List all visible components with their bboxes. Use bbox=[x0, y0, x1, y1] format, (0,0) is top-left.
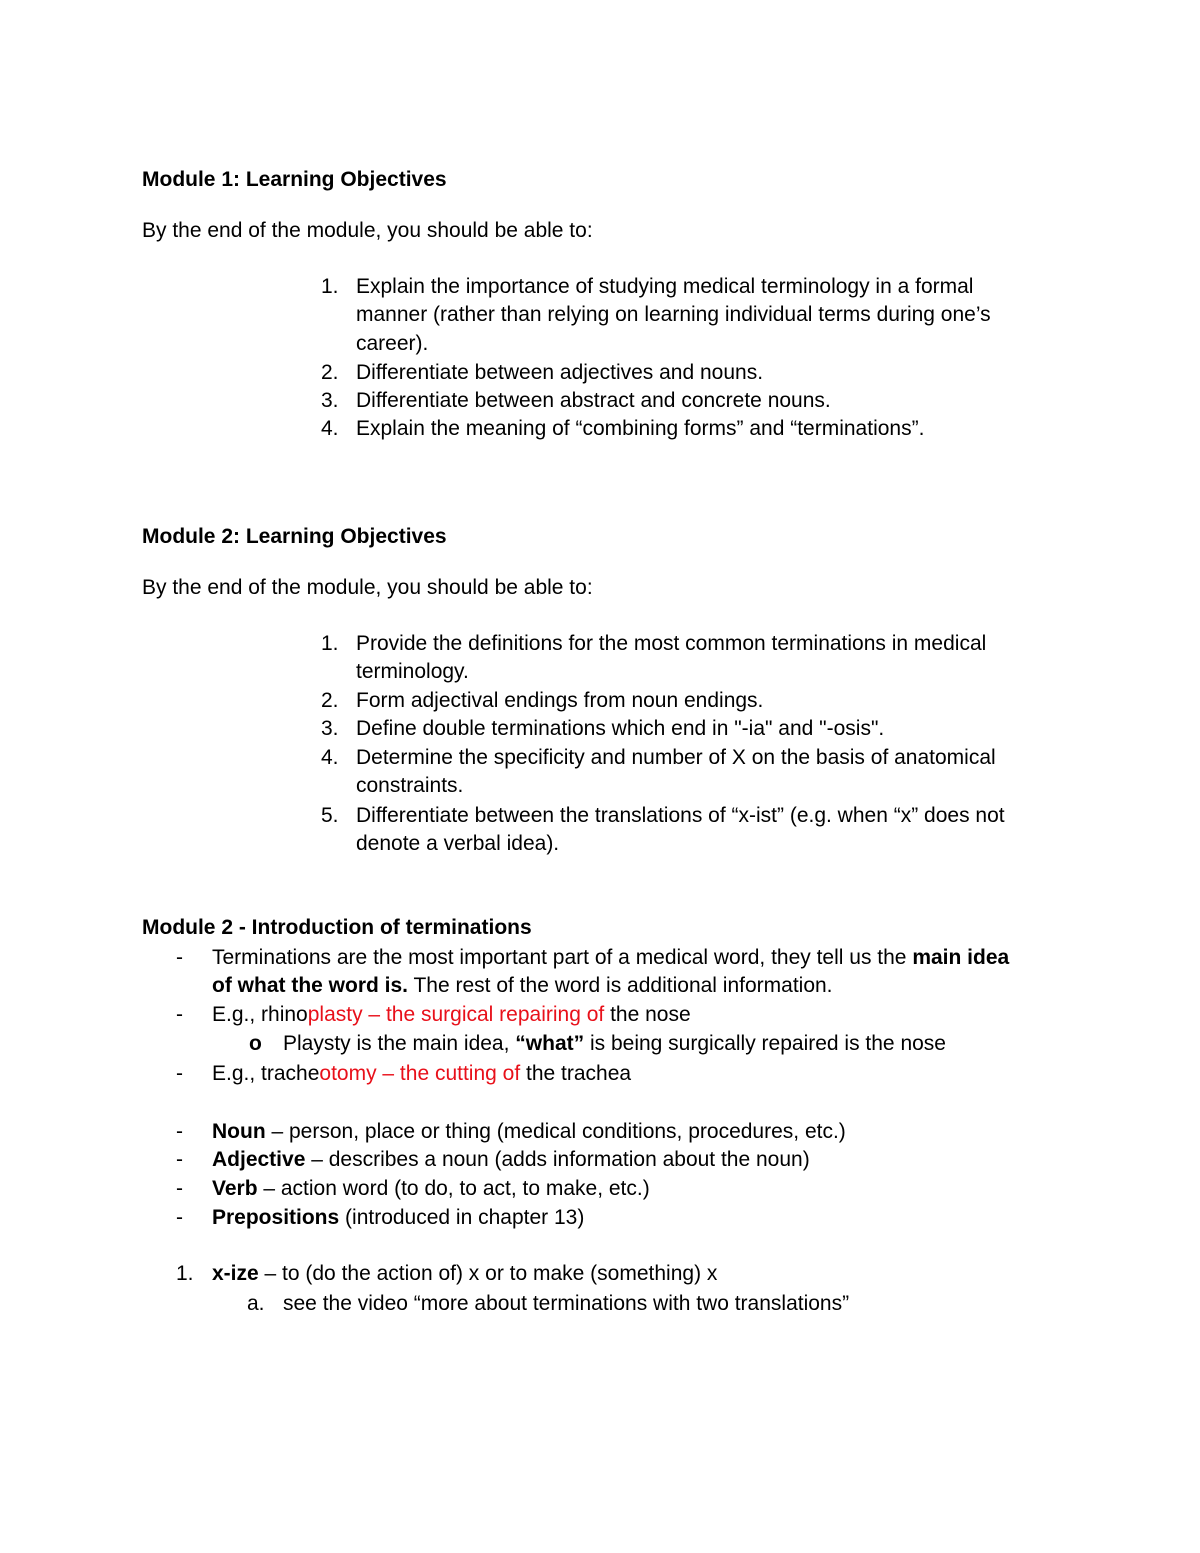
bullet-marker: - bbox=[176, 1120, 183, 1143]
bullet-marker: - bbox=[176, 1062, 183, 1085]
pos-desc: – describes a noun (adds information about the noun) bbox=[305, 1148, 810, 1171]
bullet-marker: - bbox=[176, 1148, 183, 1171]
list-number: 1. bbox=[321, 275, 339, 298]
pos-item bbox=[212, 1204, 584, 1232]
list-number: 1. bbox=[176, 1262, 194, 1285]
bullet-line bbox=[212, 1001, 691, 1029]
list-item-line: Explain the importance of studying medical terminology in a formal bbox=[356, 275, 974, 298]
highlight-text: plasty – the surgical repairing of bbox=[307, 1003, 605, 1026]
module2-heading: Module 2: Learning Objectives bbox=[142, 525, 447, 548]
bullet-text: the trachea bbox=[520, 1062, 632, 1085]
list-item-line: denote a verbal idea). bbox=[356, 832, 560, 855]
sub-list-letter: a. bbox=[247, 1292, 265, 1315]
list-item-line: Form adjectival endings from noun endings. bbox=[356, 689, 764, 712]
terminations-heading: Module 2 - Introduction of terminations bbox=[142, 916, 532, 939]
bullet-text: E.g., rhino bbox=[212, 1003, 308, 1026]
sub-bullet-marker: o bbox=[249, 1032, 262, 1055]
pos-term: Verb bbox=[212, 1177, 258, 1200]
pos-term: Prepositions bbox=[212, 1206, 340, 1229]
pos-term: Noun bbox=[212, 1120, 266, 1143]
list-item-line: Differentiate between adjectives and nouns. bbox=[356, 361, 764, 384]
list-item-line: career). bbox=[356, 332, 429, 355]
bullet-marker: - bbox=[176, 1206, 183, 1229]
bullet-text: the nose bbox=[604, 1003, 691, 1026]
pos-desc: (introduced in chapter 13) bbox=[339, 1206, 585, 1229]
pos-item bbox=[212, 1175, 650, 1203]
pos-desc: – person, place or thing (medical conditions, procedures, etc.) bbox=[265, 1120, 846, 1143]
sub-bullet-line bbox=[283, 1030, 946, 1058]
module1-intro: By the end of the module, you should be able to: bbox=[142, 219, 593, 242]
list-number: 3. bbox=[321, 717, 339, 740]
bullet-text: is being surgically repaired is the nose bbox=[584, 1032, 946, 1055]
highlight-text: otomy – the cutting of bbox=[319, 1062, 521, 1085]
module1-heading: Module 1: Learning Objectives bbox=[142, 168, 447, 191]
bullet-marker: - bbox=[176, 1177, 183, 1200]
bullet-line bbox=[212, 944, 1009, 972]
module2-intro: By the end of the module, you should be able to: bbox=[142, 576, 593, 599]
list-number: 2. bbox=[321, 689, 339, 712]
list-item-line: Explain the meaning of “combining forms” and “terminations”. bbox=[356, 417, 925, 440]
list-item-line: Differentiate between the translations of “x-ist” (e.g. when “x” does not bbox=[356, 804, 1005, 827]
list-number: 2. bbox=[321, 361, 339, 384]
bullet-marker: - bbox=[176, 1003, 183, 1026]
bullet-text: The rest of the word is additional information. bbox=[408, 974, 833, 997]
termination-term: x-ize bbox=[212, 1262, 259, 1285]
termination-desc: – to (do the action of) x or to make (something) x bbox=[258, 1262, 718, 1285]
bullet-text: E.g., trache bbox=[212, 1062, 320, 1085]
pos-desc: – action word (to do, to act, to make, etc.) bbox=[257, 1177, 650, 1200]
list-number: 4. bbox=[321, 417, 339, 440]
bullet-text: Terminations are the most important part of a medical word, they tell us the bbox=[212, 946, 913, 969]
sub-list-item: see the video “more about terminations with two translations” bbox=[283, 1292, 850, 1315]
bullet-bold-text: “what” bbox=[515, 1032, 585, 1055]
list-item-line: Differentiate between abstract and concrete nouns. bbox=[356, 389, 831, 412]
bullet-marker: - bbox=[176, 946, 183, 969]
bullet-line bbox=[212, 1060, 631, 1088]
termination-item bbox=[212, 1260, 717, 1288]
list-item-line: manner (rather than relying on learning individual terms during one’s bbox=[356, 303, 991, 326]
list-item-line: Determine the specificity and number of X on the basis of anatomical bbox=[356, 746, 996, 769]
pos-term: Adjective bbox=[212, 1148, 306, 1171]
list-item-line: Provide the definitions for the most common terminations in medical bbox=[356, 632, 987, 655]
pos-item bbox=[212, 1118, 846, 1146]
bullet-text: Playsty is the main idea, bbox=[283, 1032, 516, 1055]
list-number: 4. bbox=[321, 746, 339, 769]
list-number: 5. bbox=[321, 804, 339, 827]
list-item-line: Define double terminations which end in "-ia" and "-osis". bbox=[356, 717, 885, 740]
list-item-line: constraints. bbox=[356, 774, 464, 797]
list-item-line: terminology. bbox=[356, 660, 469, 683]
bullet-bold-text: main idea bbox=[912, 946, 1010, 969]
list-number: 1. bbox=[321, 632, 339, 655]
list-number: 3. bbox=[321, 389, 339, 412]
pos-item bbox=[212, 1146, 810, 1174]
bullet-bold-text: of what the word is. bbox=[212, 974, 409, 997]
bullet-line bbox=[212, 972, 833, 1000]
